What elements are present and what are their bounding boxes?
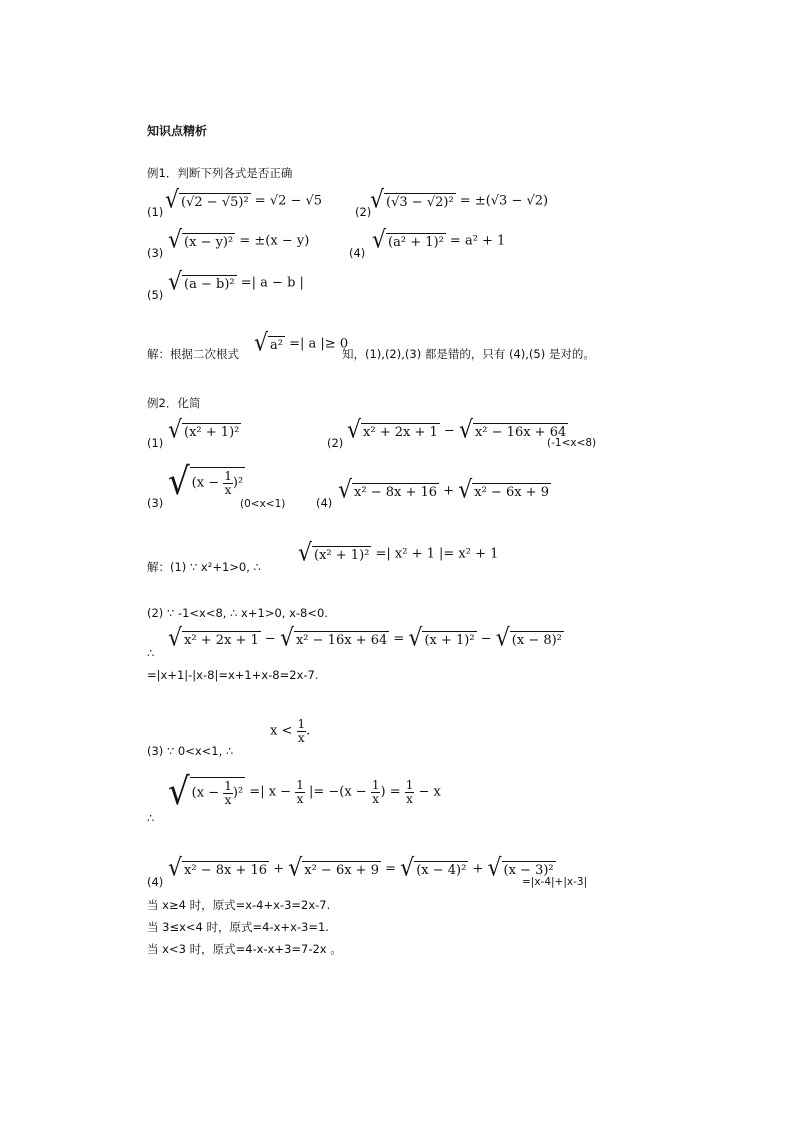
ex2-label-2: (2) [327,436,344,450]
ex1-label-2: (2) [355,205,372,219]
ex2-solution-3-formula: √ (x − $\frac{1}{x}$ )² =| x − $\frac{1}{x}$ |= −(x − $\frac{1}{x}$ ) = $\frac{1}{x}$ − x [168,770,441,814]
ex2-solution-2-therefore: ∴ [147,646,155,660]
ex2-condition-3: (0<x<1) [240,498,286,510]
ex1-formula-5: √ (a − b)² =| a − b | [168,268,304,297]
ex2-solution-2-text: (2) ∵ -1<x<8, ∴ x+1>0, x-8<0. [147,606,328,620]
ex2-solution-1-formula: √ (x² + 1)² =| x² + 1 |= x² + 1 [298,539,499,568]
example2-heading: 例2．化简 [147,396,201,410]
example1-heading: 例1．判断下列各式是否正确 [147,166,293,180]
case-line-3: 当 x<3 时，原式=4-x-x+3=7-2x 。 [147,942,342,956]
ex1-solution-conclusion: 知，(1),(2),(3) 都是错的，只有 (4),(5) 是对的。 [342,347,595,361]
ex2-label-1: (1) [147,436,164,450]
ex1-label-4: (4) [349,246,366,260]
ex2-formula-3: √ (x − $\frac{1}{x}$ )² [168,460,244,504]
ex2-solution-3-therefore: ∴ [147,811,155,825]
ex1-solution-formula: √ a² =| a |≥ 0 [254,329,349,358]
ex2-formula-1: √ (x² + 1)² [168,416,240,445]
ex2-solution-4-abs: =|x-4|+|x-3| [522,876,588,888]
ex2-solution-2-result: =|x+1|-|x-8|=x+1+x-8=2x-7. [147,668,319,682]
ex2-condition-2: (-1<x<8) [547,437,597,449]
ex2-solution-4-formula: √ x² − 8x + 16 + √ x² − 6x + 9 = √ (x − 4)² + √ (x − 3)² [168,854,554,883]
ex1-label-5: (5) [147,288,164,302]
ex1-formula-3: √ (x − y)² = ±(x − y) [168,226,310,255]
ex2-solution-3-inequality: x < $\frac{1}{x}$ . [270,717,311,745]
case-line-1: 当 x≥4 时，原式=x-4+x-3=2x-7. [147,898,331,912]
ex2-label-3: (3) [147,496,164,510]
ex1-formula-4: √ (a² + 1)² = a² + 1 [372,226,506,255]
ex2-formula-2: √ x² + 2x + 1 − √ x² − 16x + 64 [347,416,567,445]
ex1-label-3: (3) [147,246,164,260]
page-title: 知识点精析 [147,124,208,138]
ex1-solution-text: 解：根据二次根式 [147,347,239,361]
ex1-formula-1: √ (√2 − √5)² = √2 − √5 [165,186,323,215]
case-line-2: 当 3≤x<4 时，原式=4-x+x-3=1. [147,920,329,934]
ex2-solution-2-formula: √ x² + 2x + 1 − √ x² − 16x + 64 = √ (x + 1)² − √ (x − 8)² [168,624,562,653]
ex2-solution-3-text: (3) ∵ 0<x<1, ∴ [147,744,234,758]
ex2-solution-1-text: 解：(1) ∵ x²+1>0, ∴ [147,560,261,574]
ex2-label-4: (4) [316,496,333,510]
ex1-formula-2: √ (√3 − √2)² = ±(√3 − √2) [370,186,549,215]
ex2-solution-4-label: (4) [147,875,164,889]
ex1-label-1: (1) [147,205,164,219]
ex2-formula-4: √ x² − 8x + 16 + √ x² − 6x + 9 [338,476,549,505]
